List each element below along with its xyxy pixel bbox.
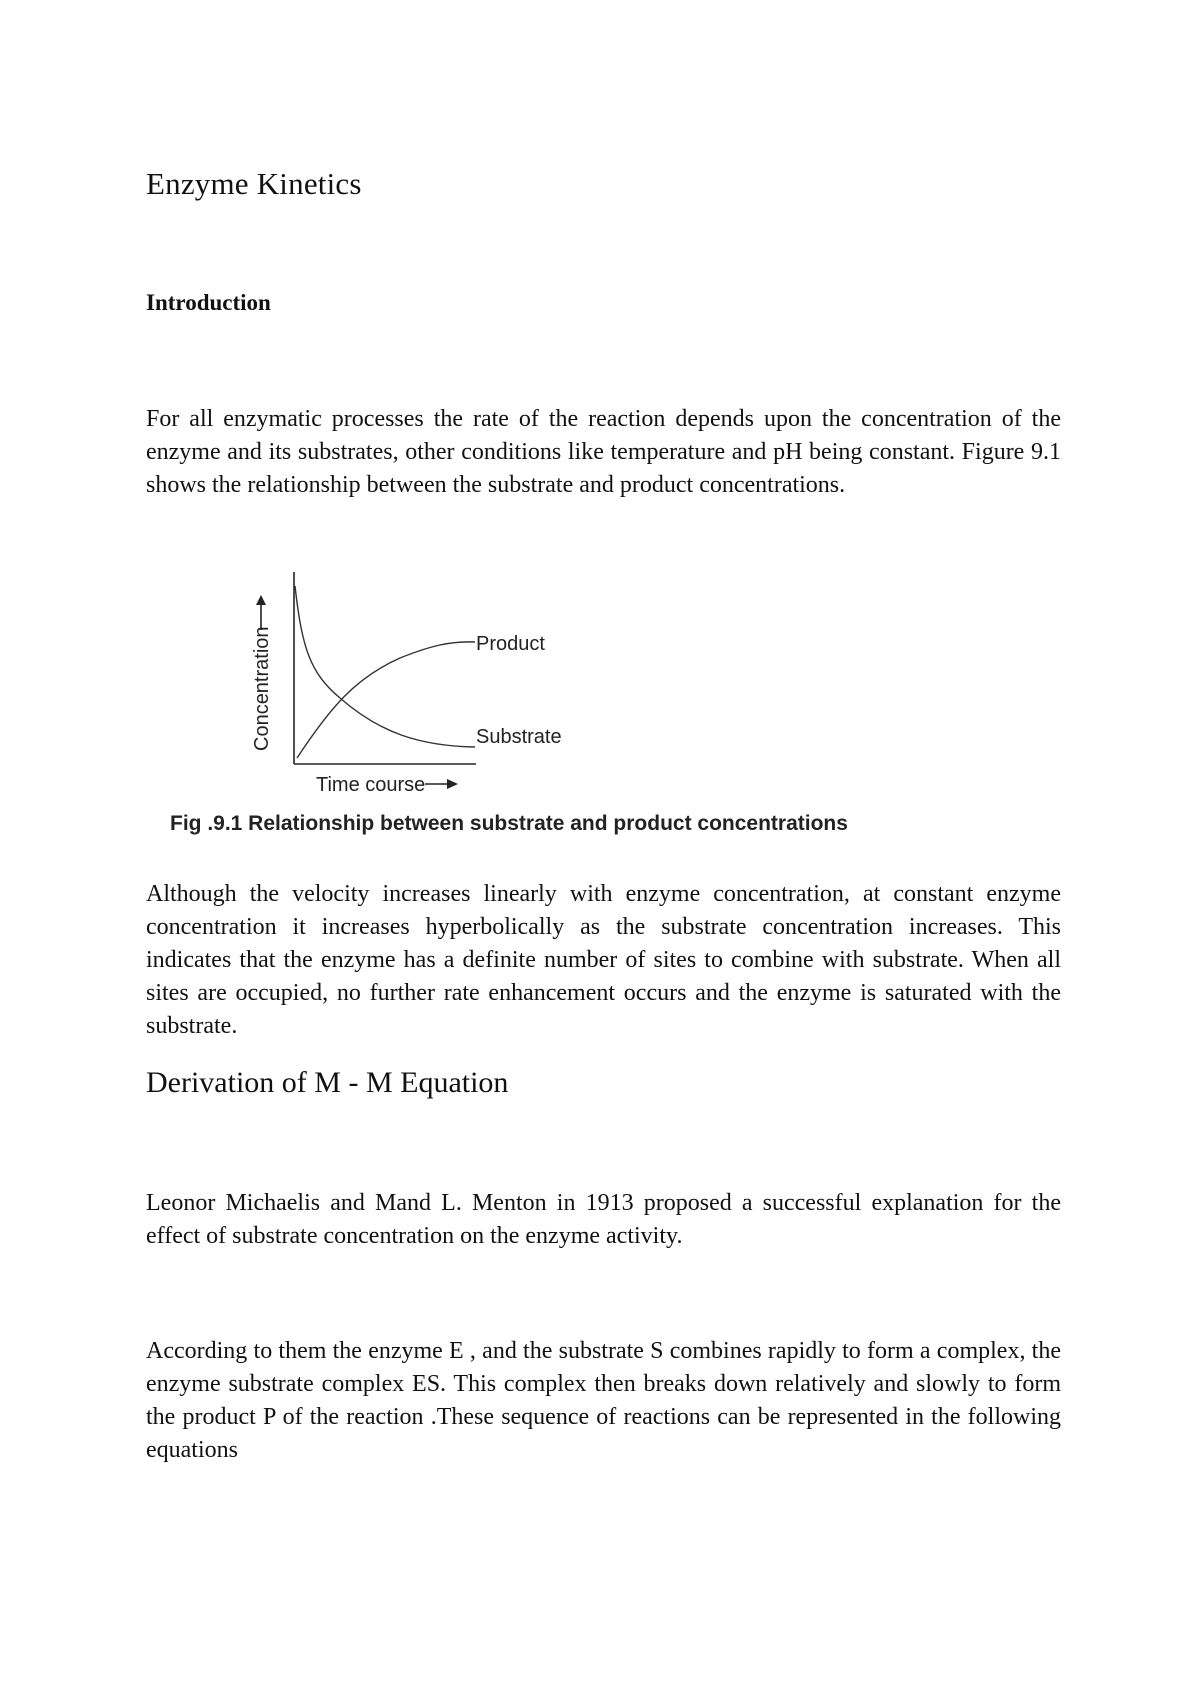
product-curve [297,642,475,758]
complex-paragraph: According to them the enzyme E , and the substrate S combines rapidly to form a complex, the enzyme substrate complex ES. This complex then breaks down relatively and slowly to form the product P of the reaction .These sequence of reactions can be represented in the following equations [146,1338,1061,1463]
intro-paragraph: For all enzymatic processes the rate of the reaction depends upon the concentration of the enzyme and its substrates, other conditions like temperature and pH being constant. Figure 9.1 shows the relationship between the substrate and product concentrations. [146,406,1061,498]
concentration-diagram [240,568,600,793]
substrate-label: Substrate [476,726,562,748]
product-label: Product [476,633,545,655]
y-axis-label: Concentration [251,626,273,751]
y-axis-arrow-head [256,595,266,605]
derivation-heading: Derivation of M - M Equation [146,1066,509,1099]
document-title: Enzyme Kinetics [146,166,362,201]
michaelis-paragraph: Leonor Michaelis and Mand L. Menton in 1913 proposed a successful explanation for the effect of substrate concentration on the enzyme activity. [146,1190,1061,1249]
figure-caption: Fig .9.1 Relationship between substrate and product concentrations [170,812,848,835]
velocity-paragraph: Although the velocity increases linearly with enzyme concentration, at constant enzyme concentration it increases hyperbolically as the substrate concentration increases. This indicates that the enzyme has a definite number of sites to combine with substrate. When all sites are occupied, no further rate enhancement occurs and the enzyme is saturated with the substrate. [146,881,1061,1039]
x-axis-label: Time course [316,774,426,793]
introduction-heading: Introduction [146,290,271,315]
concentration-figure [240,568,600,793]
x-axis-arrow-head [447,779,458,789]
